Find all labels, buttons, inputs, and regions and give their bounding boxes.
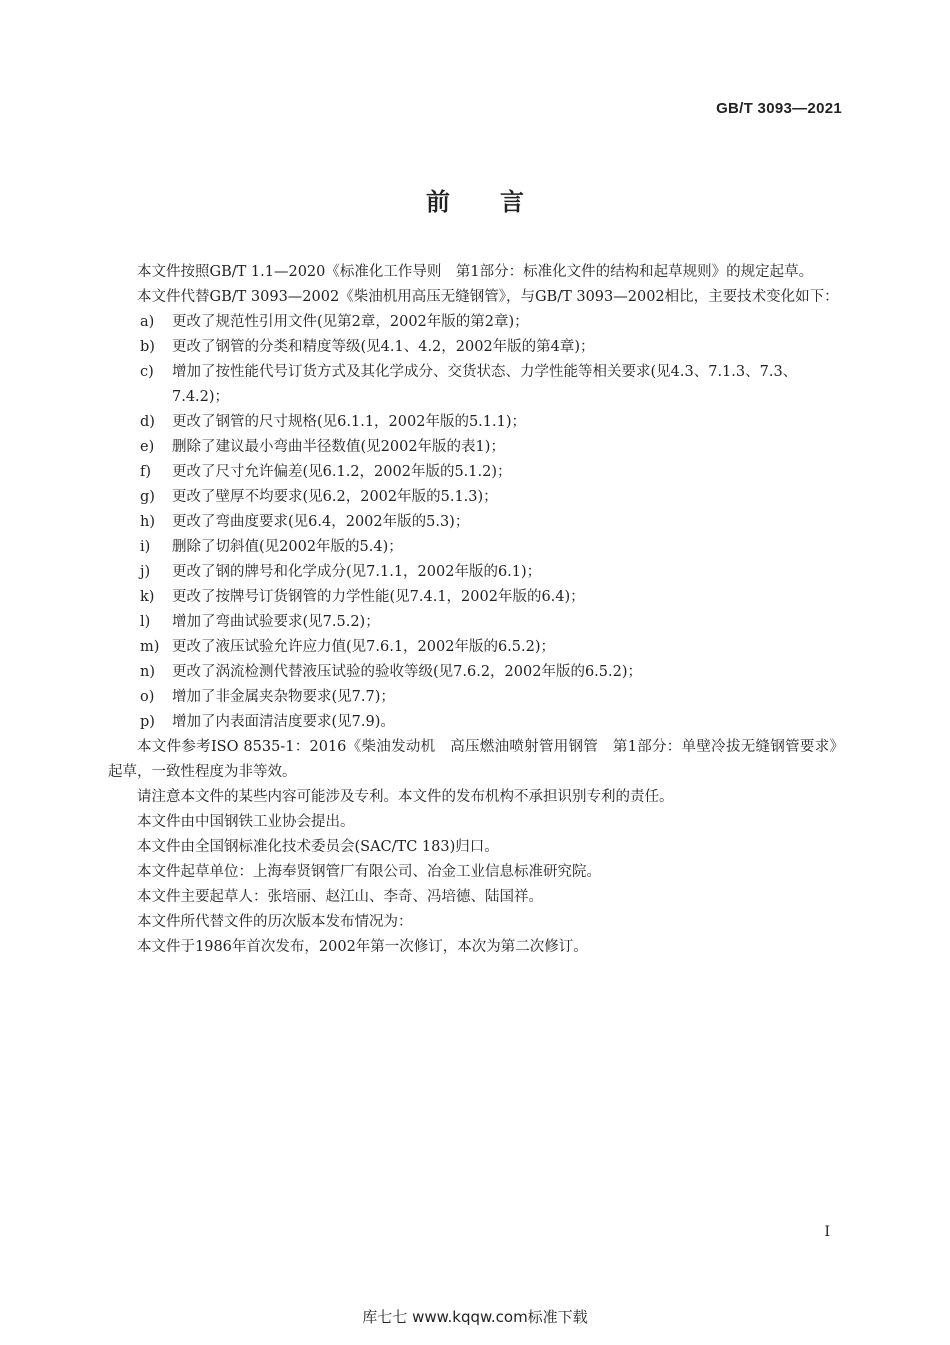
list-item-text: 删除了建议最小弯曲半径数值(见2002年版的表1)； <box>172 439 505 455</box>
list-item-label: h) <box>140 514 155 530</box>
title-char-1: 前 <box>426 188 450 216</box>
list-item <box>108 485 844 510</box>
list-item-label: a) <box>140 314 155 330</box>
list-item <box>108 560 844 585</box>
list-item-text: 增加了内表面清洁度要求(见7.9)。 <box>172 714 395 730</box>
list-item-text: 增加了按性能代号订货方式及其化学成分、交货状态、力学性能等相关要求(见4.3、7.1.3、7.3、7.4.2)； <box>172 364 798 405</box>
list-item-text: 更改了规范性引用文件(见第2章，2002年版的第2章)； <box>172 314 529 330</box>
list-item-label: b) <box>140 339 155 355</box>
closing-paragraph: 请注意本文件的某些内容可能涉及专利。本文件的发布机构不承担识别专利的责任。 <box>137 789 674 805</box>
list-item <box>108 585 844 610</box>
closing-paragraph: 本文件由全国钢标准化技术委员会(SAC/TC 183)归口。 <box>137 839 499 855</box>
list-item <box>108 435 844 460</box>
closing-paragraph: 本文件参考ISO 8535-1：2016《柴油发动机 高压燃油喷射管用钢管 第1部分：单壁冷拔无缝钢管要求》起草，一致性程度为非等效。 <box>108 739 844 780</box>
list-item-text: 更改了钢管的分类和精度等级(见4.1、4.2，2002年版的第4章)； <box>172 339 595 355</box>
closing-paragraph: 本文件起草单位：上海奉贤钢管厂有限公司、冶金工业信息标准研究院。 <box>137 864 601 880</box>
list-item <box>108 610 844 635</box>
list-item-text: 删除了切斜值(见2002年版的5.4)； <box>172 539 403 555</box>
list-item-text: 增加了弯曲试验要求(见7.5.2)； <box>172 614 380 630</box>
closing-paragraph: 本文件所代替文件的历次版本发布情况为： <box>137 914 413 930</box>
list-item-label: p) <box>140 714 155 730</box>
intro-paragraph: 本文件按照GB/T 1.1—2020《标准化工作导则 第1部分：标准化文件的结构和起草规则》的规定起草。 <box>137 264 814 280</box>
list-item-text: 更改了弯曲度要求(见6.4，2002年版的5.3)； <box>172 514 470 530</box>
list-item-label: i) <box>140 539 151 555</box>
list-item-label: j) <box>140 564 151 580</box>
list-item-label: l) <box>140 614 151 630</box>
list-item <box>108 410 844 435</box>
list-item-text: 更改了钢管的尺寸规格(见6.1.1，2002年版的5.1.1)； <box>172 414 527 430</box>
list-item <box>108 635 844 660</box>
list-item-text: 更改了涡流检测代替液压试验的验收等级(见7.6.2，2002年版的6.5.2)； <box>172 664 643 680</box>
closing-paragraph: 本文件于1986年首次发布，2002年第一次修订，本次为第二次修订。 <box>137 939 588 955</box>
footer-watermark: 库七七 www.kqqw.com标准下载 <box>362 1308 588 1326</box>
list-item-label: c) <box>140 364 154 380</box>
list-item <box>108 510 844 535</box>
list-item-label: d) <box>140 414 155 430</box>
list-item-text: 更改了按牌号订货钢管的力学性能(见7.4.1，2002年版的6.4)； <box>172 589 585 605</box>
list-item-label: g) <box>140 489 155 505</box>
changes-list <box>108 310 844 735</box>
list-item-text: 更改了钢的牌号和化学成分(见7.1.1，2002年版的6.1)； <box>172 564 542 580</box>
list-item-label: e) <box>140 439 155 455</box>
list-item <box>108 335 844 360</box>
list-item <box>108 360 844 410</box>
list-item-text: 更改了尺寸允许偏差(见6.1.2，2002年版的5.1.2)； <box>172 464 512 480</box>
intro-paragraph: 本文件代替GB/T 3093—2002《柴油机用高压无缝钢管》，与GB/T 3093—2002相比，主要技术变化如下： <box>137 289 839 305</box>
list-item <box>108 460 844 485</box>
list-item-label: n) <box>140 664 155 680</box>
list-item-text: 更改了壁厚不均要求(见6.2，2002年版的5.1.3)； <box>172 489 498 505</box>
list-item-label: f) <box>140 464 152 480</box>
page-title <box>0 182 950 217</box>
closing-paragraph: 本文件主要起草人：张培丽、赵江山、李奇、冯培德、陆国祥。 <box>137 889 543 905</box>
list-item-label: k) <box>140 589 155 605</box>
list-item-label: o) <box>140 689 155 705</box>
foreword-body <box>108 260 844 960</box>
title-char-2: 言 <box>500 188 524 216</box>
closing-paragraph: 本文件由中国钢铁工业协会提出。 <box>137 814 355 830</box>
list-item <box>108 535 844 560</box>
page-number: I <box>824 1224 830 1240</box>
list-item <box>108 710 844 735</box>
list-item <box>108 685 844 710</box>
list-item-text: 增加了非金属夹杂物要求(见7.7)； <box>172 689 395 705</box>
list-item <box>108 310 844 335</box>
list-item-text: 更改了液压试验允许应力值(见7.6.1，2002年版的6.5.2)； <box>172 639 556 655</box>
standard-code: GB/T 3093—2021 <box>716 100 842 117</box>
list-item-label: m) <box>140 639 160 655</box>
list-item <box>108 660 844 685</box>
